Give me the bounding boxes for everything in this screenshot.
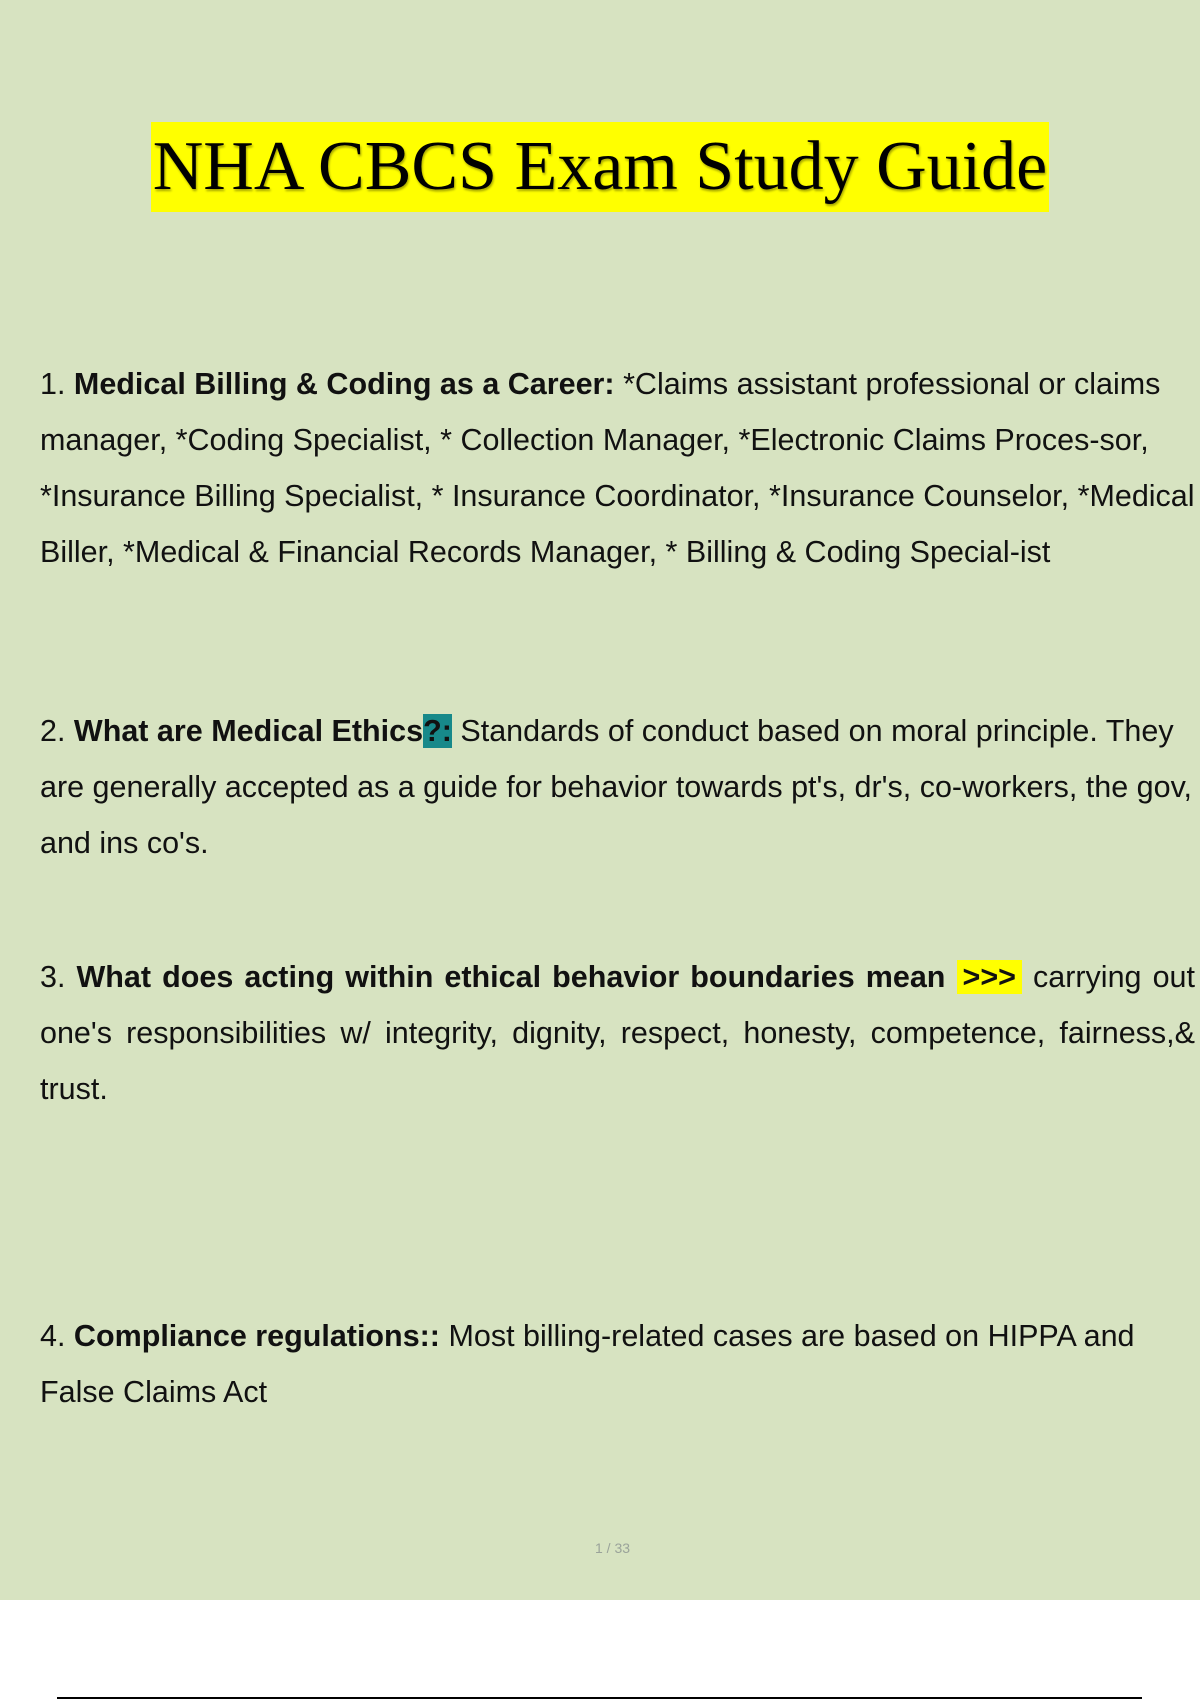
question-answer: Standards of conduct based on moral principle. They are generally accepted as a guide for behavior towards pt's, dr's, co-workers, the gov, and ins co's.	[40, 714, 1193, 860]
question-term: Medical Billing & Coding as a Career:	[73, 367, 615, 401]
question-answer: Most billing-related cases are based on HIPPA and False Claims Act	[40, 1319, 1135, 1409]
question-number: 2.	[40, 714, 66, 748]
question-term: Compliance regulations::	[73, 1319, 440, 1353]
question-4	[40, 1308, 1195, 1420]
page-indicator: 1 / 33	[594, 1540, 631, 1556]
question-number: 4.	[40, 1319, 66, 1353]
divider-line	[57, 1697, 1142, 1699]
question-3	[40, 949, 1195, 1117]
title-container	[0, 122, 1200, 212]
question-term: What does acting within ethical behavior boundaries mean	[76, 960, 946, 994]
yellow-highlight-separator: >>>	[957, 960, 1022, 994]
page-title: NHA CBCS Exam Study Guide	[151, 122, 1050, 212]
question-number: 3.	[40, 960, 66, 994]
question-answer: carrying out one's responsibilities w/ integrity, dignity, respect, honesty, competence, fairness,& trust.	[40, 960, 1195, 1106]
question-answer: *Claims assistant professional or claims manager, *Coding Specialist, * Collection Manager, *Electronic Claims Proces-sor, *Insurance Billing Specialist, * Insurance Coordinator, *Insurance Counselor, *Medical Biller, *Medical & Financial Records Manager, * Billing & Coding Special-ist	[40, 367, 1195, 569]
question-2	[40, 703, 1195, 871]
question-number: 1.	[40, 367, 66, 401]
question-1	[40, 356, 1195, 580]
question-term: What are Medical Ethics	[73, 714, 424, 748]
teal-highlight-separator: ?:	[423, 714, 452, 748]
